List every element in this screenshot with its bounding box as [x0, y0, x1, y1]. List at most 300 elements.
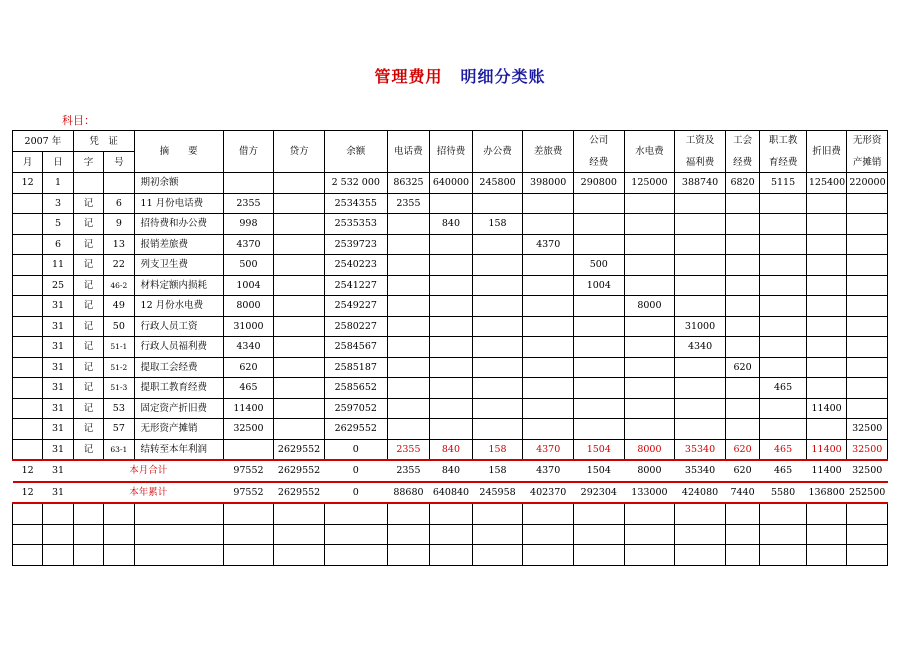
cell-hao: 53	[104, 398, 134, 419]
cell-zi: 记	[73, 398, 103, 419]
cell-c11	[847, 193, 888, 214]
cell-c1: 2355	[387, 193, 430, 214]
cell-debit	[223, 173, 274, 194]
cell-c7	[675, 398, 726, 419]
cell-c1: 2355	[387, 439, 430, 460]
empty-cell	[430, 503, 473, 524]
cell-balance: 2585652	[324, 378, 387, 399]
cell-d: 31	[43, 296, 73, 317]
header-company-line2: 经费	[589, 157, 609, 168]
cell-d: 1	[43, 173, 73, 194]
cell-c1: 86325	[387, 173, 430, 194]
empty-cell	[274, 524, 325, 545]
cell-c6	[624, 255, 675, 276]
table-row	[13, 378, 888, 399]
cell-c2	[430, 337, 473, 358]
cell-c10: 125400	[806, 173, 847, 194]
empty-cell	[223, 524, 274, 545]
empty-cell	[847, 524, 888, 545]
cell-hao	[104, 173, 134, 194]
cell-c10	[806, 255, 847, 276]
cell-zi: 记	[73, 357, 103, 378]
cell-debit: 4340	[223, 337, 274, 358]
cell-c11	[847, 214, 888, 235]
empty-cell	[806, 524, 847, 545]
empty-cell	[472, 545, 523, 566]
cell-c10: 136800	[806, 482, 847, 504]
cell-c6	[624, 378, 675, 399]
cell-debit: 32500	[223, 419, 274, 440]
cell-c1	[387, 357, 430, 378]
cell-hao: 63-1	[104, 439, 134, 460]
cell-c6	[624, 316, 675, 337]
cell-c4	[523, 357, 574, 378]
cell-c8	[725, 398, 759, 419]
subject-label: 科目：	[62, 114, 95, 127]
cell-c10	[806, 296, 847, 317]
cell-c2	[430, 398, 473, 419]
cell-c8: 6820	[725, 173, 759, 194]
cell-d: 5	[43, 214, 73, 235]
cell-c7: 35340	[675, 439, 726, 460]
header-wage-line2: 福利费	[685, 157, 715, 168]
cell-c8: 620	[725, 439, 759, 460]
table-row	[13, 173, 888, 194]
header-utility: 水电费	[624, 131, 675, 173]
cell-credit	[274, 275, 325, 296]
table-row	[13, 214, 888, 235]
cell-debit: 4370	[223, 234, 274, 255]
cell-c7: 31000	[675, 316, 726, 337]
cell-c2	[430, 275, 473, 296]
cell-c7: 35340	[675, 460, 726, 482]
cell-c2: 840	[430, 439, 473, 460]
cell-c6	[624, 398, 675, 419]
cell-c10	[806, 214, 847, 235]
empty-row	[13, 524, 888, 545]
cell-credit	[274, 378, 325, 399]
header-credit: 贷方	[274, 131, 325, 173]
header-row-1	[13, 131, 888, 152]
cell-c3	[472, 337, 523, 358]
empty-cell	[43, 545, 73, 566]
cell-credit	[274, 337, 325, 358]
cell-zi: 记	[73, 316, 103, 337]
cell-hao: 50	[104, 316, 134, 337]
cell-c3: 245800	[472, 173, 523, 194]
cell-c8	[725, 214, 759, 235]
table-row	[13, 419, 888, 440]
cell-c10	[806, 337, 847, 358]
cell-c7	[675, 275, 726, 296]
cell-c3	[472, 275, 523, 296]
cell-c5: 1504	[573, 460, 624, 482]
cell-c3: 158	[472, 214, 523, 235]
cell-c7	[675, 193, 726, 214]
cell-c3: 245958	[472, 482, 523, 504]
cell-c8	[725, 275, 759, 296]
cell-c7: 424080	[675, 482, 726, 504]
cell-d: 31	[43, 357, 73, 378]
cell-d: 31	[43, 337, 73, 358]
cell-c9	[760, 255, 807, 276]
cell-debit: 97552	[223, 482, 274, 504]
cell-d: 31	[43, 378, 73, 399]
cell-m	[13, 357, 43, 378]
empty-cell	[523, 545, 574, 566]
cell-c2: 840	[430, 214, 473, 235]
cell-desc: 期初余额	[134, 173, 223, 194]
cell-c2	[430, 316, 473, 337]
cell-d: 25	[43, 275, 73, 296]
cell-balance: 2584567	[324, 337, 387, 358]
title-sub: 明细分类账	[460, 67, 546, 86]
cell-c2: 640840	[430, 482, 473, 504]
cell-balance: 2580227	[324, 316, 387, 337]
cell-hao: 9	[104, 214, 134, 235]
cell-c5	[573, 337, 624, 358]
empty-cell	[725, 545, 759, 566]
cell-c11	[847, 275, 888, 296]
empty-cell	[223, 503, 274, 524]
cell-c3	[472, 316, 523, 337]
cell-desc: 固定资产折旧费	[134, 398, 223, 419]
empty-cell	[134, 524, 223, 545]
empty-cell	[73, 503, 103, 524]
empty-cell	[274, 545, 325, 566]
header-intang	[847, 131, 888, 173]
cell-c8	[725, 234, 759, 255]
cell-c10	[806, 316, 847, 337]
cell-d: 31	[43, 482, 73, 504]
cell-c8	[725, 316, 759, 337]
cell-c6	[624, 337, 675, 358]
cell-balance: 2534355	[324, 193, 387, 214]
cell-c10	[806, 378, 847, 399]
cell-c3	[472, 296, 523, 317]
table-row	[13, 337, 888, 358]
cell-c5: 290800	[573, 173, 624, 194]
cell-c1: 2355	[387, 460, 430, 482]
empty-cell	[624, 524, 675, 545]
cell-zi: 记	[73, 234, 103, 255]
header-wage-line1: 工资及	[685, 135, 715, 146]
table-row	[13, 398, 888, 419]
empty-cell	[387, 524, 430, 545]
cell-balance: 2549227	[324, 296, 387, 317]
cell-c9: 465	[760, 460, 807, 482]
cell-m	[13, 296, 43, 317]
empty-cell	[274, 503, 325, 524]
cell-c6	[624, 234, 675, 255]
cell-c1	[387, 398, 430, 419]
empty-cell	[472, 524, 523, 545]
cell-c10: 11400	[806, 439, 847, 460]
empty-cell	[104, 545, 134, 566]
cell-balance: 2585187	[324, 357, 387, 378]
cell-zi: 记	[73, 275, 103, 296]
cell-zi: 记	[73, 337, 103, 358]
header-edu	[760, 131, 807, 173]
header-day: 日	[43, 152, 73, 173]
cell-c1	[387, 214, 430, 235]
cell-c6: 8000	[624, 296, 675, 317]
cell-debit: 998	[223, 214, 274, 235]
cell-c7	[675, 234, 726, 255]
cell-c9: 5580	[760, 482, 807, 504]
cell-desc: 结转至本年利润	[134, 439, 223, 460]
empty-cell	[806, 545, 847, 566]
cell-d: 31	[43, 460, 73, 482]
cell-c5	[573, 234, 624, 255]
cell-c3	[472, 193, 523, 214]
cell-c10	[806, 234, 847, 255]
cell-c8	[725, 419, 759, 440]
cell-c6	[624, 214, 675, 235]
month-total-row	[13, 460, 888, 482]
cell-c9	[760, 214, 807, 235]
cell-c9	[760, 296, 807, 317]
cell-hao: 49	[104, 296, 134, 317]
cell-c3: 158	[472, 460, 523, 482]
cell-credit	[274, 214, 325, 235]
cell-c1: 88680	[387, 482, 430, 504]
cell-hao: 13	[104, 234, 134, 255]
cell-m	[13, 419, 43, 440]
cell-c9	[760, 193, 807, 214]
cell-c10: 11400	[806, 460, 847, 482]
cell-c5	[573, 193, 624, 214]
cell-balance: 2535353	[324, 214, 387, 235]
empty-cell	[847, 503, 888, 524]
cell-c4	[523, 378, 574, 399]
empty-cell	[430, 545, 473, 566]
cell-c9	[760, 419, 807, 440]
cell-c1	[387, 419, 430, 440]
cell-c3	[472, 255, 523, 276]
cell-m	[13, 398, 43, 419]
cell-c5	[573, 398, 624, 419]
cell-c10	[806, 357, 847, 378]
header-debit: 借方	[223, 131, 274, 173]
cell-balance: 2541227	[324, 275, 387, 296]
cell-c6	[624, 357, 675, 378]
cell-d: 31	[43, 419, 73, 440]
cell-c8: 620	[725, 357, 759, 378]
cell-desc: 本月合计	[73, 460, 223, 482]
empty-cell	[13, 524, 43, 545]
table-row	[13, 275, 888, 296]
cell-c10	[806, 419, 847, 440]
empty-cell	[472, 503, 523, 524]
cell-c4: 402370	[523, 482, 574, 504]
cell-credit	[274, 398, 325, 419]
empty-cell	[43, 503, 73, 524]
cell-c1	[387, 316, 430, 337]
cell-credit: 2629552	[274, 460, 325, 482]
year-total-row	[13, 482, 888, 504]
header-hao: 号	[104, 152, 134, 173]
empty-cell	[387, 503, 430, 524]
cell-desc: 列支卫生费	[134, 255, 223, 276]
cell-zi: 记	[73, 296, 103, 317]
cell-m: 12	[13, 173, 43, 194]
cell-c4: 4370	[523, 460, 574, 482]
cell-desc: 12 月份水电费	[134, 296, 223, 317]
cell-balance: 0	[324, 482, 387, 504]
empty-cell	[223, 545, 274, 566]
cell-desc: 行政人员福利费	[134, 337, 223, 358]
header-union-line2: 经费	[733, 157, 753, 168]
cell-m	[13, 316, 43, 337]
cell-m	[13, 439, 43, 460]
cell-c2	[430, 357, 473, 378]
header-zi: 字	[73, 152, 103, 173]
cell-zi: 记	[73, 419, 103, 440]
cell-c5	[573, 214, 624, 235]
empty-cell	[324, 524, 387, 545]
empty-cell	[624, 545, 675, 566]
cell-c5: 500	[573, 255, 624, 276]
empty-cell	[73, 545, 103, 566]
header-company	[573, 131, 624, 173]
cell-c2	[430, 296, 473, 317]
cell-c1	[387, 337, 430, 358]
cell-debit: 500	[223, 255, 274, 276]
cell-c5	[573, 419, 624, 440]
cell-c9	[760, 357, 807, 378]
table-row	[13, 193, 888, 214]
header-union-line1: 工会	[733, 135, 753, 146]
cell-c9	[760, 234, 807, 255]
cell-hao: 22	[104, 255, 134, 276]
header-travel: 差旅费	[523, 131, 574, 173]
cell-c1	[387, 275, 430, 296]
empty-cell	[523, 503, 574, 524]
closing-row	[13, 439, 888, 460]
cell-c11	[847, 296, 888, 317]
cell-desc: 11 月份电话费	[134, 193, 223, 214]
cell-c7	[675, 214, 726, 235]
cell-c8	[725, 296, 759, 317]
empty-row	[13, 545, 888, 566]
cell-c4	[523, 296, 574, 317]
cell-c5: 292304	[573, 482, 624, 504]
cell-c9	[760, 316, 807, 337]
cell-c5	[573, 296, 624, 317]
cell-debit: 465	[223, 378, 274, 399]
empty-cell	[725, 524, 759, 545]
cell-c4	[523, 193, 574, 214]
empty-cell	[13, 503, 43, 524]
empty-cell	[134, 545, 223, 566]
cell-desc: 提职工教育经费	[134, 378, 223, 399]
cell-c6: 125000	[624, 173, 675, 194]
title-main: 管理费用	[374, 67, 443, 86]
cell-c2	[430, 234, 473, 255]
cell-balance: 2 532 000	[324, 173, 387, 194]
cell-zi: 记	[73, 193, 103, 214]
cell-c1	[387, 296, 430, 317]
empty-cell	[73, 524, 103, 545]
empty-cell	[43, 524, 73, 545]
cell-c2	[430, 419, 473, 440]
cell-c6: 133000	[624, 482, 675, 504]
empty-cell	[573, 524, 624, 545]
cell-c5: 1004	[573, 275, 624, 296]
cell-m	[13, 214, 43, 235]
cell-c11	[847, 234, 888, 255]
cell-m	[13, 337, 43, 358]
header-intang-line1: 无形资	[852, 135, 882, 146]
cell-c2	[430, 255, 473, 276]
cell-balance: 2629552	[324, 419, 387, 440]
cell-c11	[847, 255, 888, 276]
cell-c11: 220000	[847, 173, 888, 194]
header-year: 2007 年	[13, 131, 74, 152]
cell-credit	[274, 357, 325, 378]
cell-c10	[806, 275, 847, 296]
cell-c10	[806, 193, 847, 214]
cell-c11	[847, 357, 888, 378]
cell-c8	[725, 255, 759, 276]
cell-c10: 11400	[806, 398, 847, 419]
cell-zi: 记	[73, 378, 103, 399]
cell-c8: 620	[725, 460, 759, 482]
cell-c8	[725, 337, 759, 358]
cell-c4: 4370	[523, 439, 574, 460]
header-office: 办公费	[472, 131, 523, 173]
cell-debit: 1004	[223, 275, 274, 296]
empty-cell	[430, 524, 473, 545]
cell-d: 11	[43, 255, 73, 276]
cell-debit: 97552	[223, 460, 274, 482]
cell-c4	[523, 316, 574, 337]
cell-zi	[73, 173, 103, 194]
cell-zi: 记	[73, 439, 103, 460]
cell-c3	[472, 398, 523, 419]
header-depr: 折旧费	[806, 131, 847, 173]
cell-m	[13, 255, 43, 276]
empty-cell	[847, 545, 888, 566]
cell-hao: 51-1	[104, 337, 134, 358]
cell-c5: 1504	[573, 439, 624, 460]
cell-c4	[523, 398, 574, 419]
empty-cell	[387, 545, 430, 566]
cell-c11	[847, 337, 888, 358]
cell-c5	[573, 378, 624, 399]
cell-m: 12	[13, 482, 43, 504]
cell-credit	[274, 234, 325, 255]
empty-cell	[324, 503, 387, 524]
cell-c4: 4370	[523, 234, 574, 255]
cell-credit	[274, 419, 325, 440]
cell-c6	[624, 419, 675, 440]
cell-m: 12	[13, 460, 43, 482]
empty-cell	[806, 503, 847, 524]
header-edu-line2: 育经费	[768, 157, 798, 168]
empty-cell	[760, 503, 807, 524]
cell-c5	[573, 316, 624, 337]
cell-c2	[430, 193, 473, 214]
header-edu-line1: 职工教	[768, 135, 798, 146]
cell-desc: 提取工会经费	[134, 357, 223, 378]
cell-c3	[472, 357, 523, 378]
cell-hao: 57	[104, 419, 134, 440]
cell-credit	[274, 296, 325, 317]
cell-desc: 招待费和办公费	[134, 214, 223, 235]
cell-debit: 620	[223, 357, 274, 378]
